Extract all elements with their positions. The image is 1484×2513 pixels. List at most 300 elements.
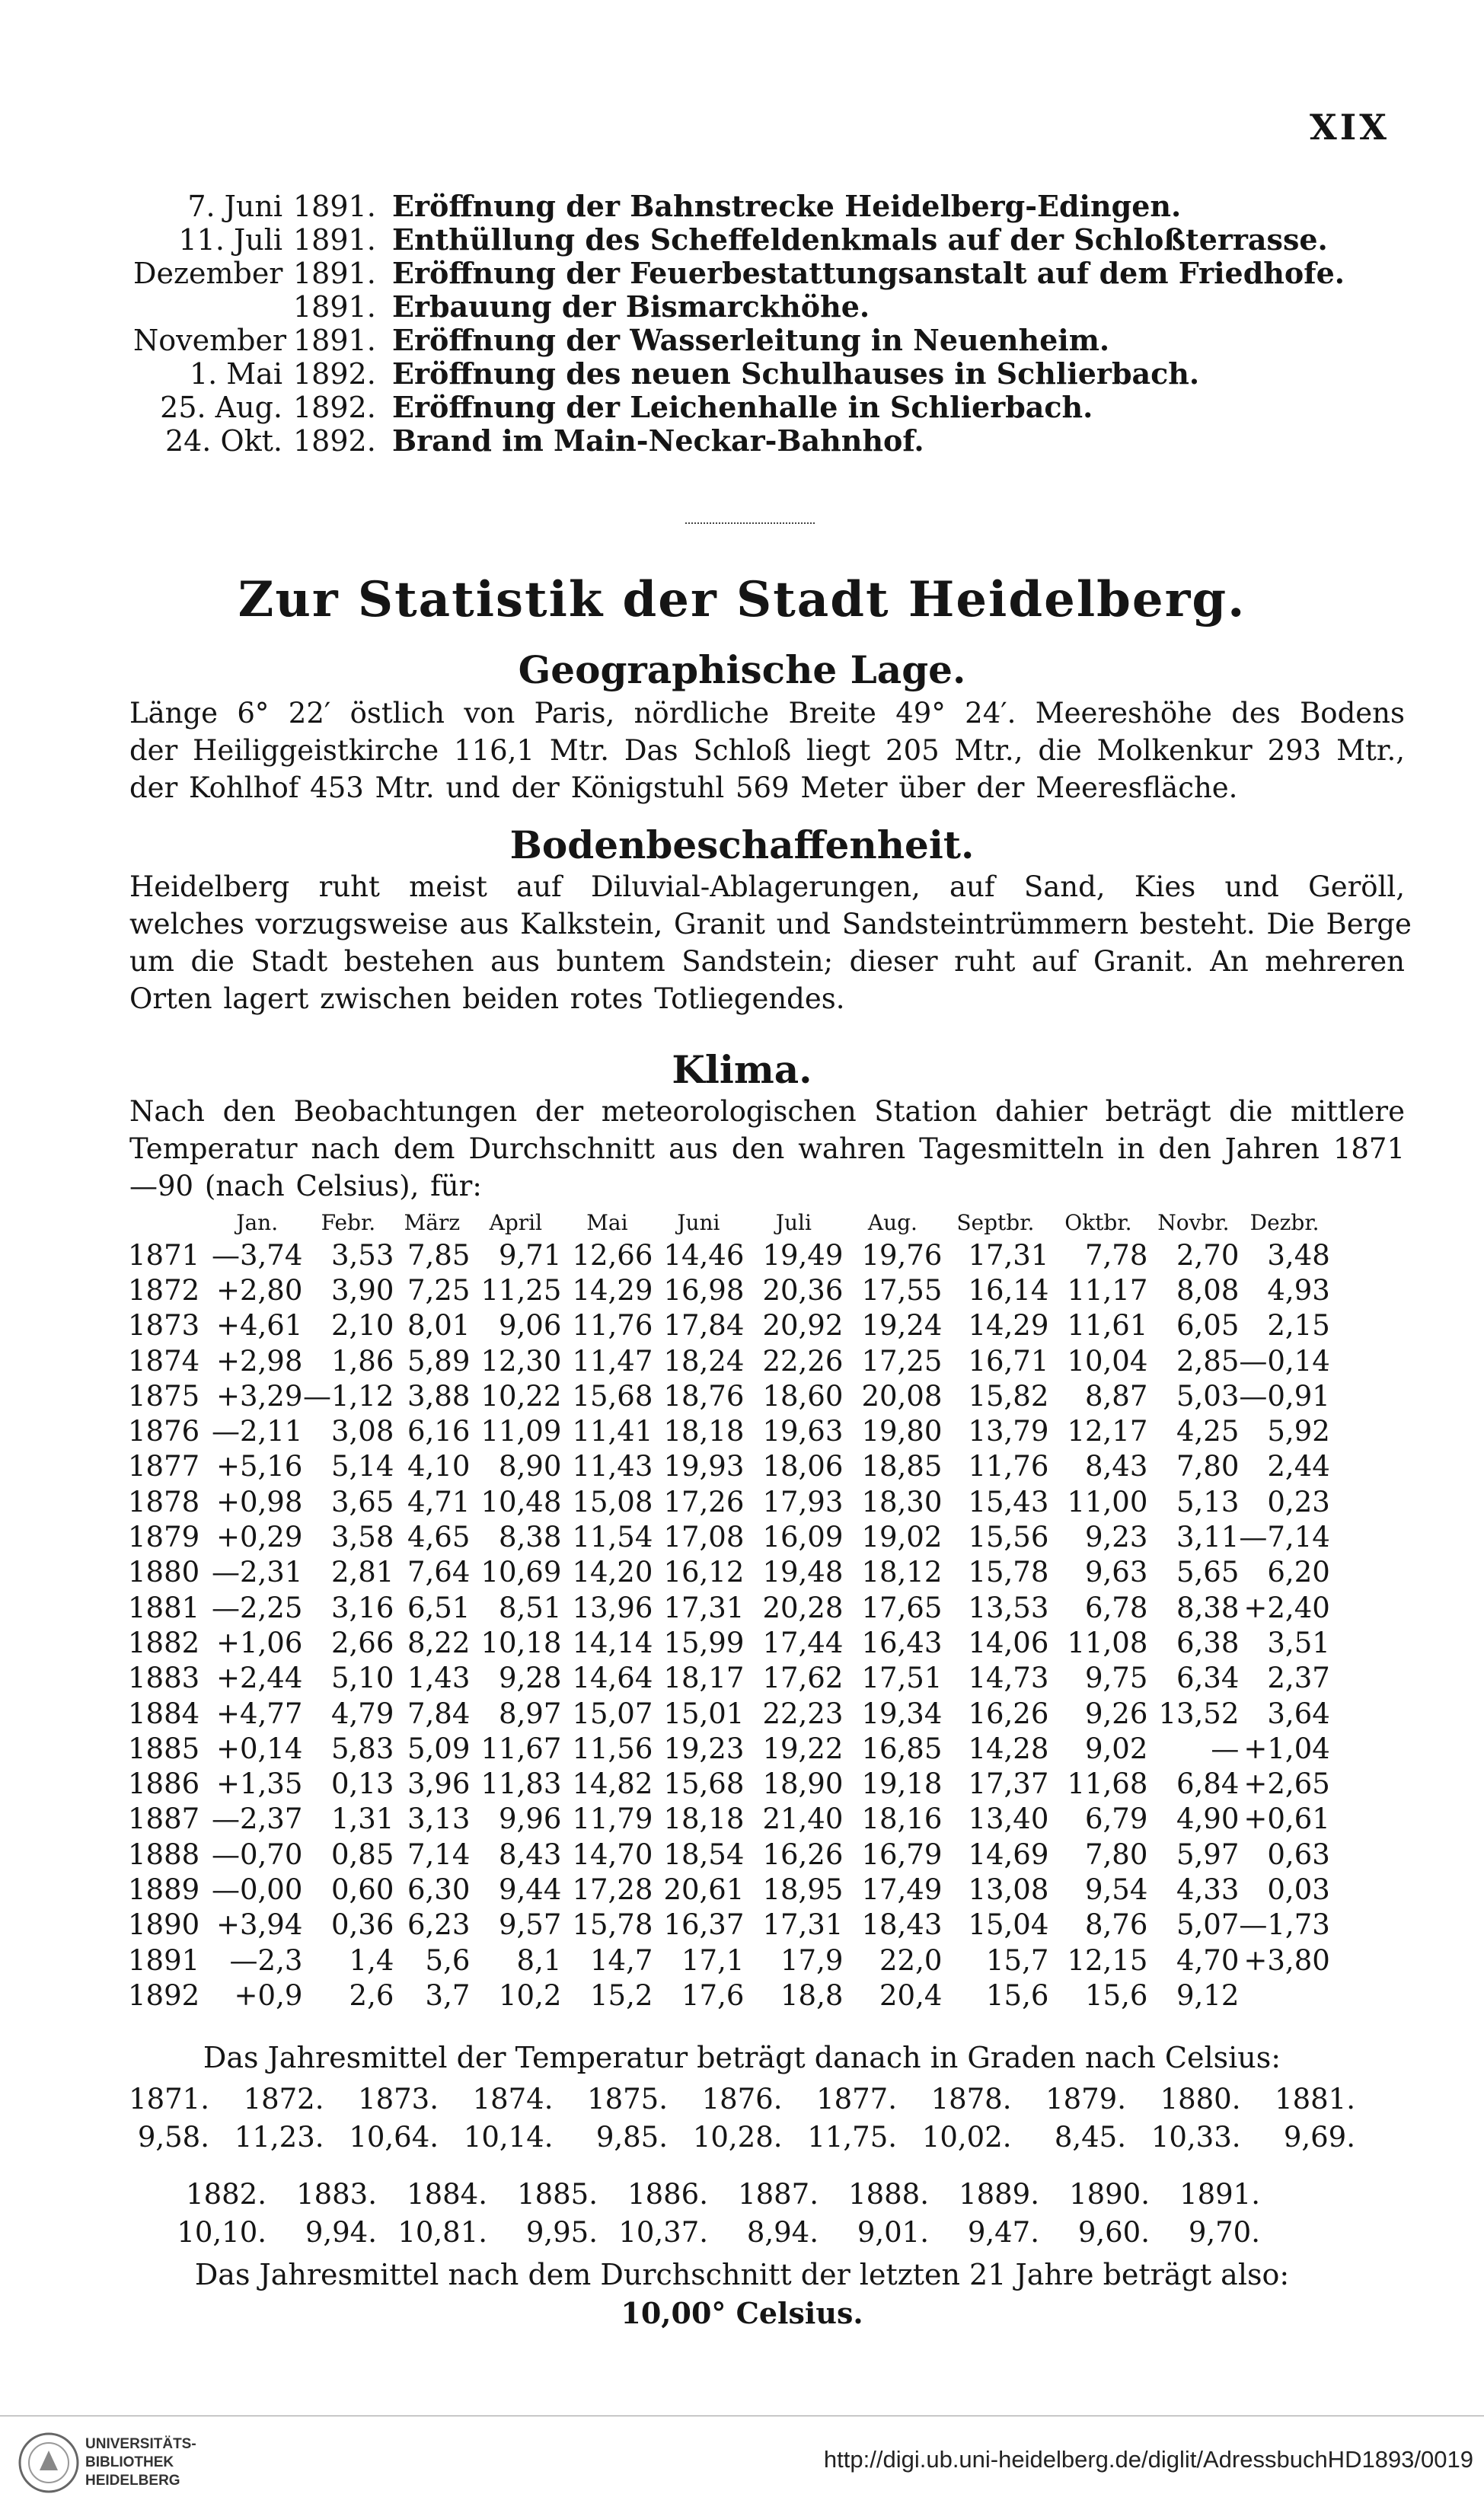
table-cell: 17,62 — [762, 1662, 844, 1695]
means-value: 10,14. — [463, 2121, 554, 2154]
table-cell: 22,26 — [762, 1344, 844, 1378]
table-cell: +2,80 — [216, 1273, 303, 1307]
table-cell: 6,05 — [1176, 1309, 1240, 1343]
table-cell: 2,81 — [331, 1556, 394, 1589]
table-cell: 0,23 — [1267, 1485, 1330, 1518]
table-cell: —0,70 — [212, 1838, 303, 1871]
table-cell: 17,28 — [572, 1873, 653, 1906]
table-cell: 15,99 — [663, 1626, 745, 1659]
table-cell: 0,85 — [331, 1838, 394, 1871]
row-year: 1879 — [128, 1521, 200, 1554]
row-year: 1890 — [128, 1908, 200, 1942]
means-value: 1890. — [1069, 2178, 1150, 2211]
table-cell: 2,6 — [349, 1978, 394, 2012]
means-value: 9,95. — [525, 2216, 598, 2249]
chronology-text: Eröffnung des neuen Schulhauses in Schlierbach. — [392, 356, 1200, 391]
table-cell: +2,65 — [1243, 1767, 1330, 1801]
table-cell — [1239, 1978, 1329, 2013]
conclusion-result: 10,00° Celsius. — [621, 2296, 863, 2330]
table-cell: 14,64 — [572, 1662, 653, 1695]
table-cell: 19,76 — [861, 1238, 943, 1272]
table-cell: 12,66 — [572, 1238, 653, 1272]
means-value: 1871. — [129, 2083, 209, 2115]
table-cell: 6,84 — [1176, 1767, 1240, 1801]
table-cell: 17,25 — [861, 1344, 943, 1378]
table-cell: 7,80 — [1085, 1838, 1148, 1871]
paragraph-line: der Heiliggeistkirche 116,1 Mtr. Das Schloß liegt 205 Mtr., die Molkenkur 293 Mtr., — [129, 734, 1405, 767]
means-value: 10,33. — [1150, 2121, 1241, 2154]
table-cell: 7,84 — [407, 1697, 471, 1730]
climate-paragraph — [129, 1093, 1405, 1205]
table-cell: 18,8 — [780, 1978, 844, 2012]
table-cell: 3,51 — [1267, 1626, 1330, 1659]
table-cell: 15,56 — [968, 1521, 1049, 1554]
table-cell: 19,34 — [861, 1697, 943, 1730]
table-cell: +2,98 — [216, 1344, 303, 1378]
table-cell: 9,71 — [499, 1238, 562, 1272]
means-value: 1882. — [186, 2178, 266, 2211]
means-value: 9,85. — [595, 2121, 668, 2154]
table-cell: 9,26 — [1085, 1697, 1148, 1730]
table-cell: 7,85 — [407, 1238, 471, 1272]
column-header — [128, 1207, 212, 1237]
table-cell: 14,29 — [968, 1309, 1049, 1343]
table-row — [128, 1555, 1330, 1590]
separator-rule — [685, 522, 815, 524]
table-cell: 20,4 — [879, 1978, 943, 2012]
table-cell: 15,04 — [968, 1908, 1049, 1942]
table-cell: 11,83 — [480, 1767, 562, 1801]
chronology-text: Eröffnung der Bahnstrecke Heidelberg-Edingen. — [392, 189, 1182, 223]
means-value: 8,45. — [1054, 2121, 1126, 2154]
table-cell: 11,47 — [572, 1344, 653, 1378]
table-cell: 9,57 — [499, 1908, 562, 1942]
chronology-entry — [133, 356, 1352, 390]
table-cell: 5,03 — [1176, 1379, 1240, 1413]
table-cell: 11,76 — [572, 1309, 653, 1343]
table-cell: 6,30 — [407, 1873, 471, 1906]
table-cell: 20,28 — [762, 1591, 844, 1624]
table-cell: 1,86 — [331, 1344, 394, 1378]
column-header: Novbr. — [1157, 1209, 1230, 1235]
table-cell: 7,80 — [1176, 1450, 1240, 1483]
chronology-year: 1891. — [293, 290, 376, 324]
table-cell: 12,17 — [1067, 1415, 1148, 1448]
table-cell: +0,61 — [1243, 1803, 1330, 1836]
table-cell: 8,38 — [499, 1521, 562, 1554]
column-header: Juli — [775, 1209, 812, 1235]
table-row — [128, 1943, 1330, 1978]
table-row — [128, 1978, 1330, 2013]
table-cell: 14,46 — [663, 1238, 745, 1272]
row-year: 1891 — [128, 1943, 200, 1977]
table-cell: 3,53 — [331, 1238, 394, 1272]
chronology-year: 1891. — [293, 190, 376, 223]
table-cell: 4,79 — [331, 1697, 394, 1730]
means-value: 1874. — [472, 2083, 554, 2115]
table-cell: 8,76 — [1085, 1908, 1148, 1942]
table-cell: 11,79 — [572, 1803, 653, 1836]
table-row — [128, 1413, 1330, 1448]
paragraph-line: welches vorzugsweise aus Kalkstein, Granit und Sandsteintrümmern besteht. Die Berge — [129, 908, 1412, 940]
annual-heading: Das Jahresmittel der Temperatur beträgt danach in Graden nach Celsius: — [203, 2041, 1281, 2074]
means-value: 1872. — [243, 2083, 324, 2115]
means-value: 1891. — [1179, 2178, 1260, 2211]
table-cell: 2,15 — [1267, 1309, 1330, 1343]
table-cell: 7,25 — [407, 1273, 471, 1307]
table-cell: 19,18 — [861, 1767, 943, 1801]
table-cell: 5,89 — [407, 1344, 471, 1378]
paragraph-line: Temperatur nach dem Durchschnitt aus den wahren Tagesmitteln in den Jahren 1871 — [129, 1132, 1405, 1165]
table-cell: 14,06 — [968, 1626, 1049, 1659]
means-value: 9,01. — [857, 2216, 929, 2249]
table-cell: 16,85 — [861, 1732, 943, 1765]
table-cell: 3,08 — [331, 1415, 394, 1448]
table-cell: 14,29 — [572, 1273, 653, 1307]
table-cell: 2,85 — [1176, 1344, 1240, 1378]
paragraph-line: Orten lagert zwischen beiden rotes Totliegendes. — [129, 982, 845, 1015]
table-cell: 17,51 — [861, 1662, 943, 1695]
chronology-year: 1891. — [293, 257, 376, 290]
table-cell: 3,96 — [407, 1767, 471, 1801]
table-cell: 16,12 — [663, 1556, 745, 1589]
table-cell: 18,43 — [861, 1908, 943, 1942]
row-year: 1888 — [128, 1838, 200, 1871]
table-cell: 17,31 — [663, 1591, 745, 1624]
row-year: 1873 — [128, 1309, 200, 1343]
table-cell: 8,87 — [1085, 1379, 1148, 1413]
table-cell: 6,23 — [407, 1908, 471, 1942]
library-line: BIBLIOTHEK — [85, 2454, 174, 2470]
means-value: 10,10. — [177, 2216, 266, 2249]
temperature-table — [128, 1207, 1330, 2013]
table-cell: 20,92 — [762, 1309, 844, 1343]
table-cell: 19,49 — [762, 1238, 844, 1272]
chronology-year: 1892. — [293, 391, 376, 424]
table-row — [128, 1872, 1330, 1907]
table-cell: 2,66 — [331, 1626, 394, 1659]
table-cell: 18,95 — [762, 1873, 844, 1906]
means-value: 8,94. — [746, 2216, 819, 2249]
table-cell: 19,48 — [762, 1556, 844, 1589]
chronology-entry — [133, 423, 1352, 457]
table-cell: 12,15 — [1067, 1943, 1148, 1977]
table-cell: 8,01 — [407, 1309, 471, 1343]
table-cell: 19,23 — [663, 1732, 745, 1765]
table-cell: 18,18 — [663, 1803, 745, 1836]
table-cell: 11,25 — [480, 1273, 562, 1307]
table-row — [128, 1696, 1330, 1731]
table-cell: 11,67 — [480, 1732, 562, 1765]
table-cell: 2,37 — [1267, 1662, 1330, 1695]
table-cell: —7,14 — [1239, 1521, 1330, 1554]
climate-heading: Klima. — [672, 1047, 812, 1092]
table-cell: —0,00 — [212, 1873, 303, 1906]
table-cell: 17,49 — [861, 1873, 943, 1906]
soil-heading: Bodenbeschaffenheit. — [509, 822, 975, 867]
table-row — [128, 1343, 1330, 1378]
chronology-text: Brand im Main-Neckar-Bahnhof. — [392, 423, 924, 458]
table-cell: 17,55 — [861, 1273, 943, 1307]
table-cell: 8,97 — [499, 1697, 562, 1730]
chronology-date: 1. Mai — [189, 357, 282, 391]
paragraph-line: der Kohlhof 453 Mtr. und der Königstuhl 569 Meter über der Meeresfläche. — [129, 771, 1238, 804]
table-cell: 0,13 — [331, 1767, 394, 1801]
table-cell: 15,82 — [968, 1379, 1049, 1413]
table-cell: 16,37 — [663, 1908, 745, 1942]
table-cell: 3,16 — [331, 1591, 394, 1624]
column-header: Mai — [586, 1209, 628, 1235]
table-cell: 9,28 — [499, 1662, 562, 1695]
table-cell: 15,78 — [968, 1556, 1049, 1589]
library-line: HEIDELBERG — [85, 2473, 180, 2489]
table-cell: 0,03 — [1267, 1873, 1330, 1906]
table-cell: 14,28 — [968, 1732, 1049, 1765]
table-cell: 4,33 — [1176, 1873, 1240, 1906]
table-row — [128, 1908, 1330, 1943]
table-cell: 11,43 — [572, 1450, 653, 1483]
column-header: April — [489, 1209, 543, 1235]
table-cell: +3,80 — [1243, 1943, 1330, 1977]
table-cell: 12,30 — [480, 1344, 562, 1378]
table-cell: 18,54 — [663, 1838, 745, 1871]
table-cell: 18,12 — [861, 1556, 943, 1589]
chronology-date: 11. Juli — [178, 223, 282, 257]
means-value: 9,47. — [967, 2216, 1039, 2249]
table-cell: 11,54 — [572, 1521, 653, 1554]
table-cell: 19,02 — [861, 1521, 943, 1554]
table-cell: 4,93 — [1267, 1273, 1330, 1307]
table-cell: 7,78 — [1085, 1238, 1148, 1272]
means-value: 9,60. — [1077, 2216, 1150, 2249]
chronology-date: 7. Juni — [187, 190, 282, 223]
table-cell: 17,1 — [681, 1943, 745, 1977]
column-header: Oktbr. — [1064, 1209, 1132, 1235]
table-cell: 19,93 — [663, 1450, 745, 1483]
means-value: 1880. — [1160, 2083, 1241, 2115]
conclusion-text: Das Jahresmittel nach dem Durchschnitt der letzten 21 Jahre beträgt also: — [194, 2258, 1290, 2291]
table-cell: 13,52 — [1158, 1697, 1240, 1730]
chronology-date: November — [133, 324, 287, 357]
column-header: Juni — [677, 1209, 720, 1235]
table-cell: 6,34 — [1176, 1662, 1240, 1695]
table-cell: 5,65 — [1176, 1556, 1240, 1589]
table-cell: 9,12 — [1176, 1978, 1240, 2012]
table-cell: 10,18 — [480, 1626, 562, 1659]
table-cell: 15,08 — [572, 1485, 653, 1518]
table-cell: 8,90 — [499, 1450, 562, 1483]
table-cell: 9,54 — [1085, 1873, 1148, 1906]
table-cell: 5,14 — [331, 1450, 394, 1483]
table-cell: 9,96 — [499, 1803, 562, 1836]
table-row — [128, 1519, 1330, 1554]
table-cell: 13,96 — [572, 1591, 653, 1624]
means-value: 1878. — [930, 2083, 1012, 2115]
means-value: 1877. — [816, 2083, 897, 2115]
table-cell: 3,13 — [407, 1803, 471, 1836]
table-cell: 3,90 — [331, 1273, 394, 1307]
table-cell: 1,43 — [407, 1662, 471, 1695]
table-cell: 20,36 — [762, 1273, 844, 1307]
table-cell: 20,61 — [663, 1873, 745, 1906]
table-cell: —2,11 — [212, 1415, 303, 1448]
table-cell: 17,93 — [762, 1485, 844, 1518]
table-cell: 16,14 — [968, 1273, 1049, 1307]
chronology-list — [133, 189, 1352, 457]
table-cell: 16,09 — [762, 1521, 844, 1554]
library-logo-icon — [17, 2431, 81, 2495]
chronology-text: Eröffnung der Wasserleitung in Neuenheim. — [392, 323, 1110, 357]
table-cell: 3,11 — [1176, 1521, 1240, 1554]
paragraph-line: Heidelberg ruht meist auf Diluvial-Ablagerungen, auf Sand, Kies und Geröll, — [129, 870, 1405, 903]
table-cell: 10,2 — [499, 1978, 562, 2012]
table-cell: 15,7 — [986, 1943, 1049, 1977]
table-cell: 1,4 — [349, 1943, 394, 1977]
table-cell: —0,91 — [1239, 1379, 1330, 1413]
paragraph-line: um die Stadt bestehen aus buntem Sandstein; dieser ruht auf Granit. An mehreren — [129, 945, 1405, 978]
means-value: 10,02. — [921, 2121, 1012, 2154]
chronology-text: Erbauung der Bismarckhöhe. — [392, 289, 870, 324]
table-cell: 15,68 — [663, 1767, 745, 1801]
table-cell: 14,7 — [590, 1943, 653, 1977]
table-cell: 15,78 — [572, 1908, 653, 1942]
means-value: 9,94. — [305, 2216, 377, 2249]
table-cell: +2,40 — [1243, 1591, 1330, 1624]
table-cell: 10,48 — [480, 1485, 562, 1518]
table-row — [128, 1484, 1330, 1519]
means-value: 1887. — [738, 2178, 819, 2211]
table-cell: —0,14 — [1239, 1344, 1330, 1378]
table-cell: 16,26 — [762, 1838, 844, 1871]
means-value: 1889. — [959, 2178, 1039, 2211]
table-cell: 13,08 — [968, 1873, 1049, 1906]
column-header: Aug. — [867, 1209, 918, 1235]
table-cell: +1,04 — [1243, 1732, 1330, 1765]
means-value: 1881. — [1275, 2083, 1355, 2115]
chronology-entry — [133, 323, 1352, 356]
means-value: 10,81. — [397, 2216, 487, 2249]
table-cell: 11,08 — [1067, 1626, 1148, 1659]
table-cell: 7,14 — [407, 1838, 471, 1871]
means-value: 9,69. — [1283, 2121, 1355, 2154]
table-cell: 0,60 — [331, 1873, 394, 1906]
table-cell: +0,9 — [234, 1978, 303, 2012]
row-year: 1882 — [128, 1626, 200, 1659]
row-year: 1876 — [128, 1415, 200, 1448]
table-cell: 22,23 — [762, 1697, 844, 1730]
table-cell: 4,90 — [1176, 1803, 1240, 1836]
table-cell: 11,61 — [1067, 1309, 1148, 1343]
table-row — [128, 1272, 1330, 1308]
table-cell: 9,23 — [1085, 1521, 1148, 1554]
table-cell: 0,36 — [331, 1908, 394, 1942]
table-cell: 18,30 — [861, 1485, 943, 1518]
table-cell: 2,10 — [331, 1309, 394, 1343]
chronology-text: Eröffnung der Feuerbestattungsanstalt auf dem Friedhofe. — [392, 256, 1345, 290]
column-header: Dezbr. — [1249, 1209, 1320, 1235]
chronology-entry — [133, 390, 1352, 423]
table-cell: 5,07 — [1176, 1908, 1240, 1942]
table-cell: 4,25 — [1176, 1415, 1240, 1448]
table-cell: 11,09 — [480, 1415, 562, 1448]
means-value: 11,23. — [234, 2121, 324, 2154]
table-cell: 10,69 — [480, 1556, 562, 1589]
table-cell: 15,6 — [1085, 1978, 1148, 2012]
table-cell: 19,80 — [861, 1415, 943, 1448]
means-value: 9,70. — [1188, 2216, 1260, 2249]
column-header: Febr. — [321, 1209, 376, 1235]
table-cell: 5,97 — [1176, 1838, 1240, 1871]
table-cell: 9,75 — [1085, 1662, 1148, 1695]
table-cell: 14,69 — [968, 1838, 1049, 1871]
table-cell: 6,78 — [1085, 1591, 1148, 1624]
table-cell: +4,77 — [216, 1697, 303, 1730]
table-row — [128, 1590, 1330, 1625]
table-cell: 9,44 — [499, 1873, 562, 1906]
chronology-entry — [133, 289, 1352, 323]
table-cell: 4,10 — [407, 1450, 471, 1483]
means-value: 1884. — [407, 2178, 487, 2211]
row-year: 1880 — [128, 1556, 200, 1589]
table-cell: —1,12 — [303, 1379, 394, 1413]
table-cell: +4,61 — [216, 1309, 303, 1343]
table-cell: 18,18 — [663, 1415, 745, 1448]
table-cell: 9,02 — [1085, 1732, 1148, 1765]
table-row — [128, 1837, 1330, 1872]
table-cell: 20,08 — [861, 1379, 943, 1413]
means-value: 1888. — [848, 2178, 929, 2211]
row-year: 1887 — [128, 1803, 200, 1836]
chronology-year: 1891. — [293, 324, 376, 357]
table-cell: 2,44 — [1267, 1450, 1330, 1483]
table-cell: —2,25 — [212, 1591, 303, 1624]
means-value: 1883. — [296, 2178, 377, 2211]
column-header: März — [404, 1209, 461, 1235]
table-cell: 8,22 — [407, 1626, 471, 1659]
source-url[interactable]: http://digi.ub.uni-heidelberg.de/diglit/AdressbuchHD1893/0019 — [823, 2446, 1473, 2473]
chronology-entry — [133, 222, 1352, 256]
table-cell: 13,79 — [968, 1415, 1049, 1448]
means-value: 9,58. — [137, 2121, 209, 2154]
table-cell: 15,07 — [572, 1697, 653, 1730]
table-cell: 15,01 — [663, 1697, 745, 1730]
table-cell: 16,71 — [968, 1344, 1049, 1378]
table-cell: 2,70 — [1176, 1238, 1240, 1272]
table-cell: +2,44 — [216, 1662, 303, 1695]
table-cell: 3,7 — [425, 1978, 471, 2012]
table-cell: —1,73 — [1239, 1908, 1330, 1942]
means-value: 1885. — [517, 2178, 598, 2211]
table-cell: 17,65 — [861, 1591, 943, 1624]
table-cell: 6,16 — [407, 1415, 471, 1448]
table-row — [128, 1308, 1330, 1343]
table-cell: 8,1 — [516, 1943, 562, 1977]
means-value: 11,75. — [807, 2121, 897, 2154]
table-cell: 8,08 — [1176, 1273, 1240, 1307]
table-cell: 16,79 — [861, 1838, 943, 1871]
table-cell: 14,73 — [968, 1662, 1049, 1695]
table-cell: 17,26 — [663, 1485, 745, 1518]
table-cell: 8,51 — [499, 1591, 562, 1624]
table-cell: 18,60 — [762, 1379, 844, 1413]
table-cell: 5,92 — [1267, 1415, 1330, 1448]
table-cell: 18,85 — [861, 1450, 943, 1483]
table-cell: +0,29 — [216, 1521, 303, 1554]
table-cell: 18,76 — [663, 1379, 745, 1413]
table-cell: 17,37 — [968, 1767, 1049, 1801]
table-cell: 21,40 — [762, 1803, 844, 1836]
table-cell: 7,64 — [407, 1556, 471, 1589]
